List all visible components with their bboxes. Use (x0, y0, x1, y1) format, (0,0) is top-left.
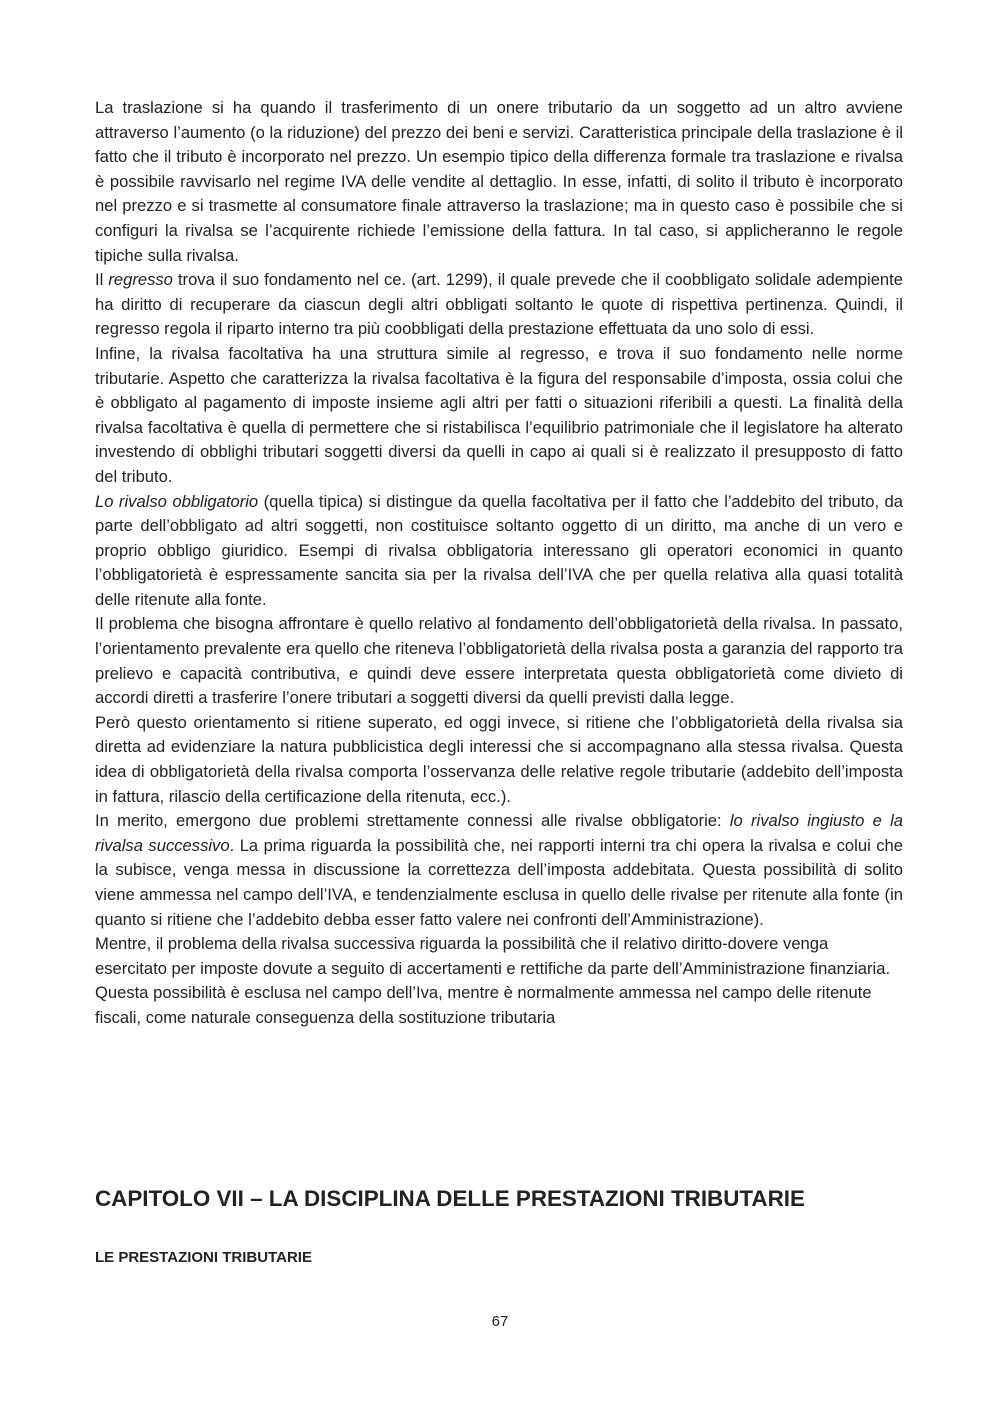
paragraph-traslazione (95, 96, 903, 268)
paragraph-fondamento-obbligatorieta (95, 612, 903, 710)
text-run: Però questo orientamento si ritiene superato, ed oggi invece, si ritiene che l’obbligatorietà della rivalsa sia diretta ad evidenziare la natura pubblicistica degli interessi che si accompagnano alla stessa rivalsa. Questa idea di obbligatorietà della rivalsa comporta l’osservanza delle relative regole tributarie (addebito dell’imposta in fattura, rilascio della certificazione della ritenuta, ecc.). (95, 712, 903, 806)
section-title: LE PRESTAZIONI TRIBUTARIE (95, 1249, 312, 1266)
paragraph-rivalsa-obbligatoria (95, 490, 903, 613)
text-run: Infine, la rivalsa facoltativa ha una struttura simile al regresso, e trova il suo fondamento nelle norme tributarie. Aspetto che caratterizza la rivalsa facoltativa è la figura del responsabile d’imposta, ossia colui che è obbligato al pagamento di imposte insieme agli altri per fatti o situazioni riferibili a questi. La finalità della rivalsa facoltativa è quella di permettere che si ristabilisca l’equilibrio patrimoniale che il legislatore ha alterato investendo di obblighi tributari soggetti diversi da quelli in capo ai quali si è realizzato il presupposto di fatto del tributo. (95, 343, 903, 486)
paragraph-problemi-rivalse (95, 809, 903, 932)
italic-term: lo rivalso ingiusto e la rivalsa successivo (95, 811, 904, 855)
text-run: (quella tipica) si distingue da quella facoltativa per il fatto che l’addebito del tributo, da parte dell’obbligato ad altri soggetti, non costituisce soltanto oggetto di un diritto, ma anche di un vero e proprio obbligo giuridico. Esempi di rivalsa obbligatoria interessano gli operatori economici in quanto l’obbligatorietà è espressamente sancita sia per la rivalsa dell’IVA che per quella relativa alla quasi totalità delle ritenute alla fonte. (95, 491, 903, 609)
paragraph-orientamento-superato (95, 711, 903, 809)
text-run: Mentre, il problema della rivalsa successiva riguarda la possibilità che il relativo diritto-dovere venga esercitato per imposte dovute a seguito di accertamenti e rettifiche da parte dell’Amministrazione finanziaria. Questa possibilità è esclusa nel campo dell’Iva, mentre è normalmente ammessa nel campo delle ritenute fiscali, come naturale conseguenza della sostituzione tributaria (95, 934, 891, 1027)
paragraph-regresso (95, 268, 903, 342)
chapter-title: CAPITOLO VII – LA DISCIPLINA DELLE PRESTAZIONI TRIBUTARIE (95, 1186, 805, 1211)
text-run: Il problema che bisogna affrontare è quello relativo al fondamento dell’obbligatorietà della rivalsa. In passato, l’orientamento prevalente era quello che riteneva l’obbligatorietà della rivalsa posta a garanzia del rapporto tra prelievo e capacità contributiva, e quindi deve essere interpretata questa obbligatorietà come divieto di accordi diretti a trasferire l’onere tributari a soggetti diversi da quelli previsti dalla legge. (95, 614, 903, 708)
page-number: 67 (491, 1313, 509, 1330)
body-text (95, 96, 903, 1031)
text-run: La traslazione si ha quando il trasferimento di un onere tributario da un soggetto ad un altro avviene attraverso l’aumento (o la riduzione) del prezzo dei beni e servizi. Caratteristica principale della traslazione è il fatto che il tributo è incorporato nel prezzo. Un esempio tipico della differenza formale tra traslazione e rivalsa è possibile ravvisarlo nel regime IVA delle vendite al dettaglio. In esse, infatti, di solito il tributo è incorporato nel prezzo e si trasmette al consumatore finale attraverso la traslazione; ma in questo caso è possibile che si configuri la rivalsa se l’acquirente richiede l’emissione della fattura. In tal caso, si applicheranno le regole tipiche sulla rivalsa. (95, 98, 903, 265)
text-run: Il (95, 270, 109, 290)
paragraph-rivalsa-facoltativa (95, 342, 903, 490)
paragraph-rivalsa-successiva (95, 932, 903, 1030)
text-run: trova il suo fondamento nel ce. (art. 1299), il quale prevede che il coobbligato solidale adempiente ha diritto di recuperare da ciascun degli altri obbligati soltanto le quote di rispettiva pertinenza. Quindi, il regresso regola il riparto interno tra più coobbligati della prestazione effettuata da uno solo di essi. (95, 270, 903, 339)
text-run: In merito, emergono due problemi strettamente connessi alle rivalse obbligatorie: (95, 811, 730, 831)
italic-term: Lo rivalso obbligatorio (95, 491, 259, 511)
italic-term: regresso (108, 270, 173, 290)
text-run: . La prima riguarda la possibilità che, nei rapporti interni tra chi opera la rivalsa e colui che la subisce, venga messa in discussione la correttezza dell’imposta addebitata. Questa possibilità di solito viene ammessa nel campo dell’IVA, e tendenzialmente esclusa in quello delle rivalse per ritenute alla fonte (in quanto si ritiene che l’addebito debba esser fatto valere nei confronti dell’Amministrazione). (95, 835, 903, 929)
